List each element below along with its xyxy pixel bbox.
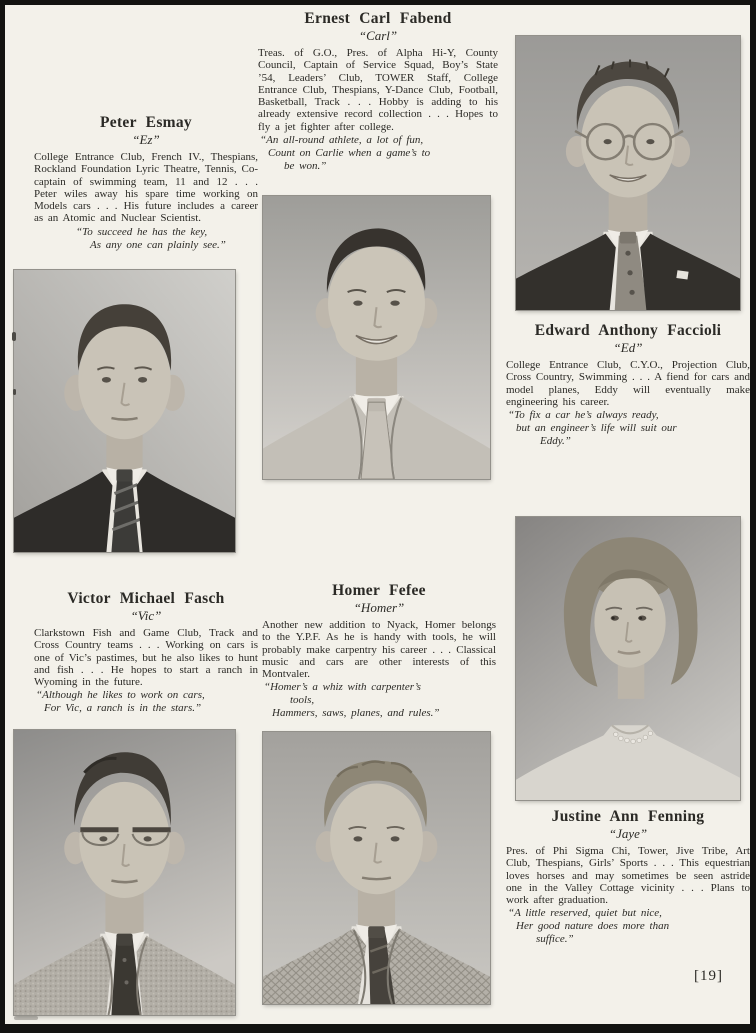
student-name: Ernest Carl Fabend xyxy=(304,10,452,27)
scan-speck xyxy=(13,389,16,395)
student-bio: College Entrance Club, French IV., Thespians, Rockland Foundation Lyric Theatre, Tennis, Co-captain of swimming team, 11 and 12 . . . Peter wiles away his spare time working on Models cars . . . His future includes a career as an Atomic and Nuclear Scientist. xyxy=(34,151,258,225)
student-nickname: “Homer” xyxy=(353,600,405,615)
portrait-photo-fefee xyxy=(263,732,490,1004)
portrait-illustration xyxy=(14,730,235,1015)
portrait-illustration xyxy=(516,517,740,800)
student-nickname: “Vic” xyxy=(130,608,162,623)
portrait-photo-fabend xyxy=(263,196,490,479)
student-name: Edward Anthony Faccioli xyxy=(534,322,722,339)
student-quote xyxy=(34,689,258,715)
quote-line: suffice.” xyxy=(536,933,574,946)
portrait-illustration xyxy=(263,732,490,1004)
portrait-photo-fasch xyxy=(14,730,235,1015)
page-number: [19] xyxy=(694,968,723,984)
quote-line: tools, xyxy=(290,694,315,707)
quote-line: “An all-round athlete, a lot of fun, xyxy=(260,134,424,147)
student-nickname: “Ez” xyxy=(132,132,160,147)
student-text-fenning xyxy=(506,808,750,946)
quote-line: Hammers, saws, planes, and rules.” xyxy=(272,707,440,720)
portrait-photo-faccioli xyxy=(516,36,740,310)
student-nickname: “Carl” xyxy=(358,28,398,43)
student-quote xyxy=(262,681,496,719)
quote-line: “To succeed he has the key, xyxy=(76,225,208,238)
student-quote xyxy=(506,907,750,945)
student-bio: Pres. of Phi Sigma Chi, Tower, Jive Tribe, Art Club, Thespians, Girls’ Sports . . . This equestrian loves horses and may sometimes be seen astride one in the Valley Cottage vicinity . . . Plans to work after graduation. xyxy=(506,845,750,907)
portrait-illustration xyxy=(263,196,490,479)
quote-line: Count on Carlie when a game’s to xyxy=(268,146,431,159)
quote-line: As any one can plainly see.” xyxy=(90,238,226,251)
student-text-fefee xyxy=(262,582,496,720)
student-bio: Another new addition to Nyack, Homer belongs to the Y.P.F. As he is handy with tools, he will probably make carpentry his career . . . Classical music and cars are other interests of this Montvaler. xyxy=(262,619,496,681)
portrait-photo-fenning xyxy=(516,517,740,800)
student-name: Victor Michael Fasch xyxy=(67,590,225,607)
quote-line: Eddy.” xyxy=(540,434,571,447)
portrait-illustration xyxy=(14,270,235,552)
student-bio: Clarkstown Fish and Game Club, Track and Cross Country teams . . . Working on cars is one of Vic’s pastimes, but he also likes to hunt and fish . . . He hopes to start a ranch in Wyoming in the future. xyxy=(34,627,258,689)
scan-speck xyxy=(12,332,16,341)
student-bio: Treas. of G.O., Pres. of Alpha Hi-Y, County Council, Captain of Service Squad, Boy’s State ’54, Leaders’ Club, TOWER Staff, College Entrance Club, Thespians, Y-Dance Club, Football, Basketball, Track . . . Hobby is adding to his already extensive record collection . . . Hopes to fly a jet fighter after college. xyxy=(258,47,498,133)
portrait-photo-esmay xyxy=(14,270,235,552)
student-text-faccioli xyxy=(506,322,750,448)
quote-line: be won.” xyxy=(284,159,327,172)
student-text-fabend xyxy=(258,10,498,172)
student-bio: College Entrance Club, C.Y.O., Projection Club, Cross Country, Swimming . . . A fiend for cars and model planes, Eddy will eventually make engineering his career. xyxy=(506,359,750,408)
student-name: Peter Esmay xyxy=(100,114,192,131)
student-text-fasch xyxy=(34,590,258,715)
quote-line: “To fix a car he’s always ready, xyxy=(508,409,659,422)
quote-line: Her good nature does more than xyxy=(516,920,670,933)
quote-line: For Vic, a ranch is in the stars.” xyxy=(44,702,202,715)
student-name: Justine Ann Fenning xyxy=(551,808,705,825)
student-text-esmay xyxy=(34,114,258,251)
student-quote xyxy=(34,226,258,252)
quote-line: “Homer’s a whiz with carpenter’s xyxy=(264,681,421,694)
scan-speck xyxy=(14,1016,38,1020)
student-nickname: “Ed” xyxy=(613,340,643,355)
portrait-illustration xyxy=(516,36,740,310)
student-quote xyxy=(506,409,750,447)
student-nickname: “Jaye” xyxy=(608,826,648,841)
quote-line: “A little reserved, quiet but nice, xyxy=(508,907,662,920)
quote-line: “Although he likes to work on cars, xyxy=(36,689,205,702)
student-name: Homer Fefee xyxy=(332,582,426,599)
student-quote xyxy=(258,134,498,172)
quote-line: but an engineer’s life will suit our xyxy=(516,421,677,434)
